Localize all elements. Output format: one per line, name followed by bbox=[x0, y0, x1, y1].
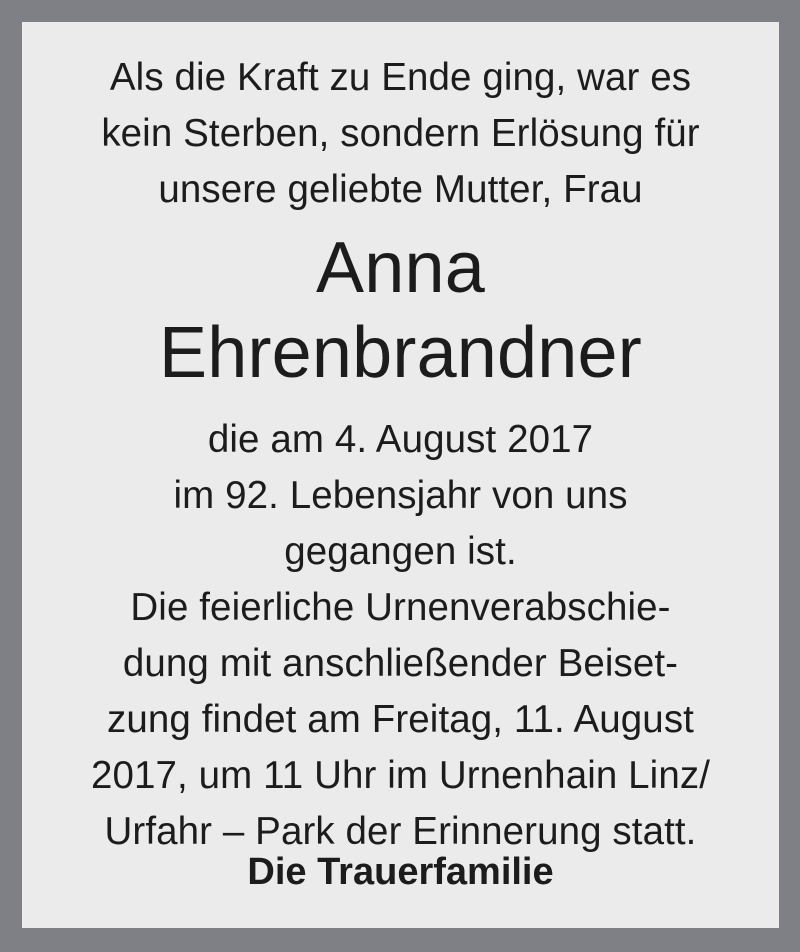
body-line: 2017, um 11 Uhr im Urnenhain Linz/ bbox=[90, 754, 710, 797]
signature: Die Trauerfamilie bbox=[247, 851, 554, 893]
intro-line: unsere geliebte Mutter, Frau bbox=[158, 168, 643, 211]
obituary-notice bbox=[22, 22, 779, 928]
intro-line: kein Sterben, sondern Erlösung für bbox=[101, 112, 700, 155]
body-line: im 92. Lebensjahr von uns bbox=[173, 474, 628, 517]
body-line: Urfahr – Park der Erinnerung statt. bbox=[104, 810, 697, 853]
body-line: die am 4. August 2017 bbox=[207, 418, 594, 461]
body-line: gegangen ist. bbox=[284, 530, 517, 573]
deceased-name bbox=[22, 226, 779, 396]
body-line: dung mit anschließender Beiset- bbox=[122, 642, 679, 685]
body-line: Die feierliche Urnenverabschie- bbox=[130, 586, 671, 629]
last-name: Ehrenbrandner bbox=[159, 313, 642, 393]
intro-text bbox=[22, 50, 779, 218]
intro-line: Als die Kraft zu Ende ging, war es bbox=[109, 56, 692, 99]
notice-body bbox=[22, 412, 779, 860]
body-line: zung findet am Freitag, 11. August bbox=[107, 698, 694, 741]
first-name: Anna bbox=[316, 228, 485, 308]
